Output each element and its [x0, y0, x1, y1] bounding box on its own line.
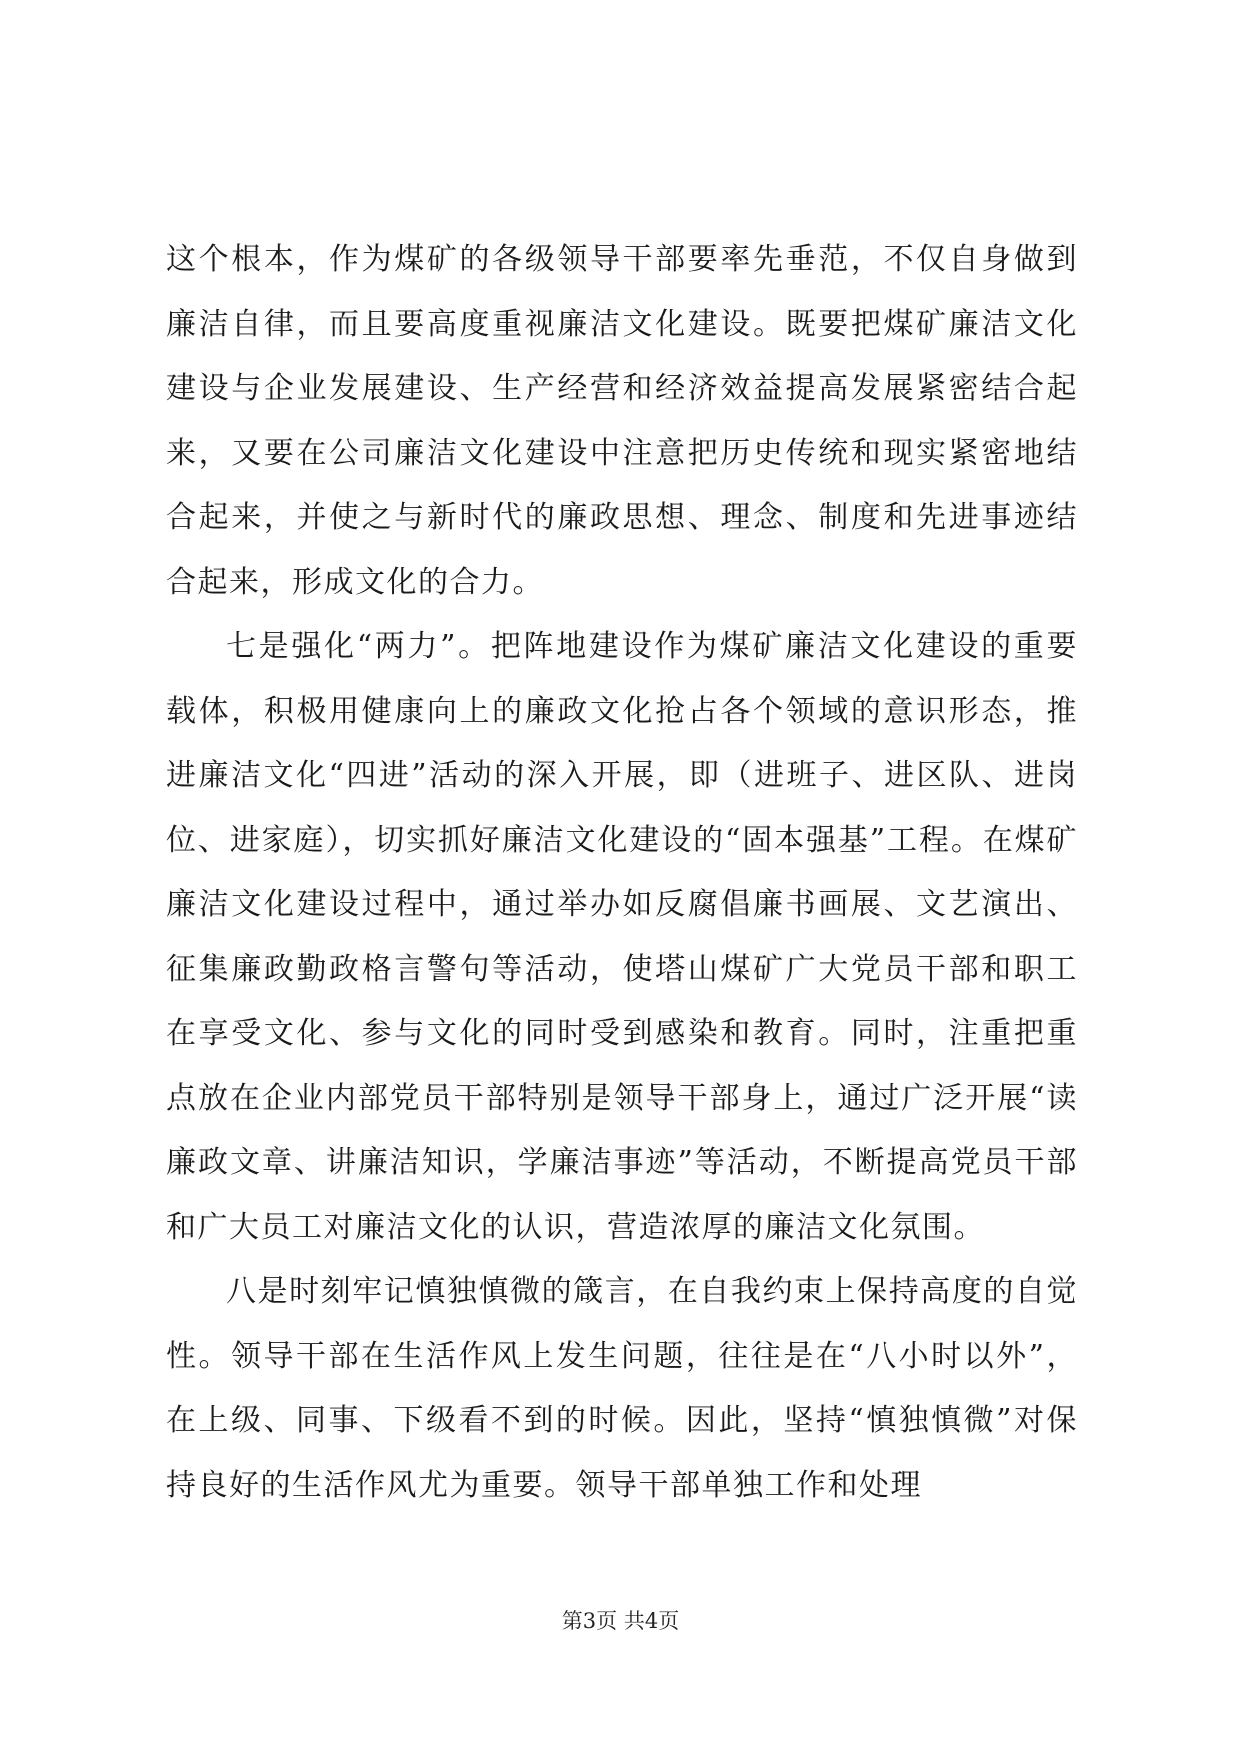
- page-footer: 第3页 共4页: [561, 1609, 680, 1633]
- paragraph-continuation: 这个根本，作为煤矿的各级领导干部要率先垂范，不仅自身做到廉洁自律，而且要高度重视廉洁文化建设。既要把煤矿廉洁文化建设与企业发展建设、生产经营和经济效益提高发展紧密结合起来，又要在公司廉洁文化建设中注意把历史传统和现实紧密地结合起来，并使之与新时代的廉政思想、理念、制度和先进事迹结合起来，形成文化的合力。: [166, 242, 1078, 600]
- paragraph-seven: 七是强化“两力”。把阵地建设作为煤矿廉洁文化建设的重要载体，积极用健康向上的廉政文化抢占各个领域的意识形态，推进廉洁文化“四进”活动的深入开展，即（进班子、进区队、进岗位、进家庭），切实抓好廉洁文化建设的“固本强基”工程。在煤矿廉洁文化建设过程中，通过举办如反腐倡廉书画展、文艺演出、征集廉政勤政格言警句等活动，使塔山煤矿广大党员干部和职工在享受文化、参与文化的同时受到感染和教育。同时，注重把重点放在企业内部党员干部特别是领导干部身上，通过广泛开展“读廉政文章、讲廉洁知识，学廉洁事迹”等活动，不断提高党员干部和广大员工对廉洁文化的认识，营造浓厚的廉洁文化氛围。: [166, 629, 1078, 1245]
- document-body: [166, 228, 1078, 1518]
- paragraph-eight: 八是时刻牢记慎独慎微的箴言，在自我约束上保持高度的自觉性。领导干部在生活作风上发生问题，往往是在“八小时以外”，在上级、同事、下级看不到的时候。因此，坚持“慎独慎微”对保持良好的生活作风尤为重要。领导干部单独工作和处理: [166, 1274, 1078, 1503]
